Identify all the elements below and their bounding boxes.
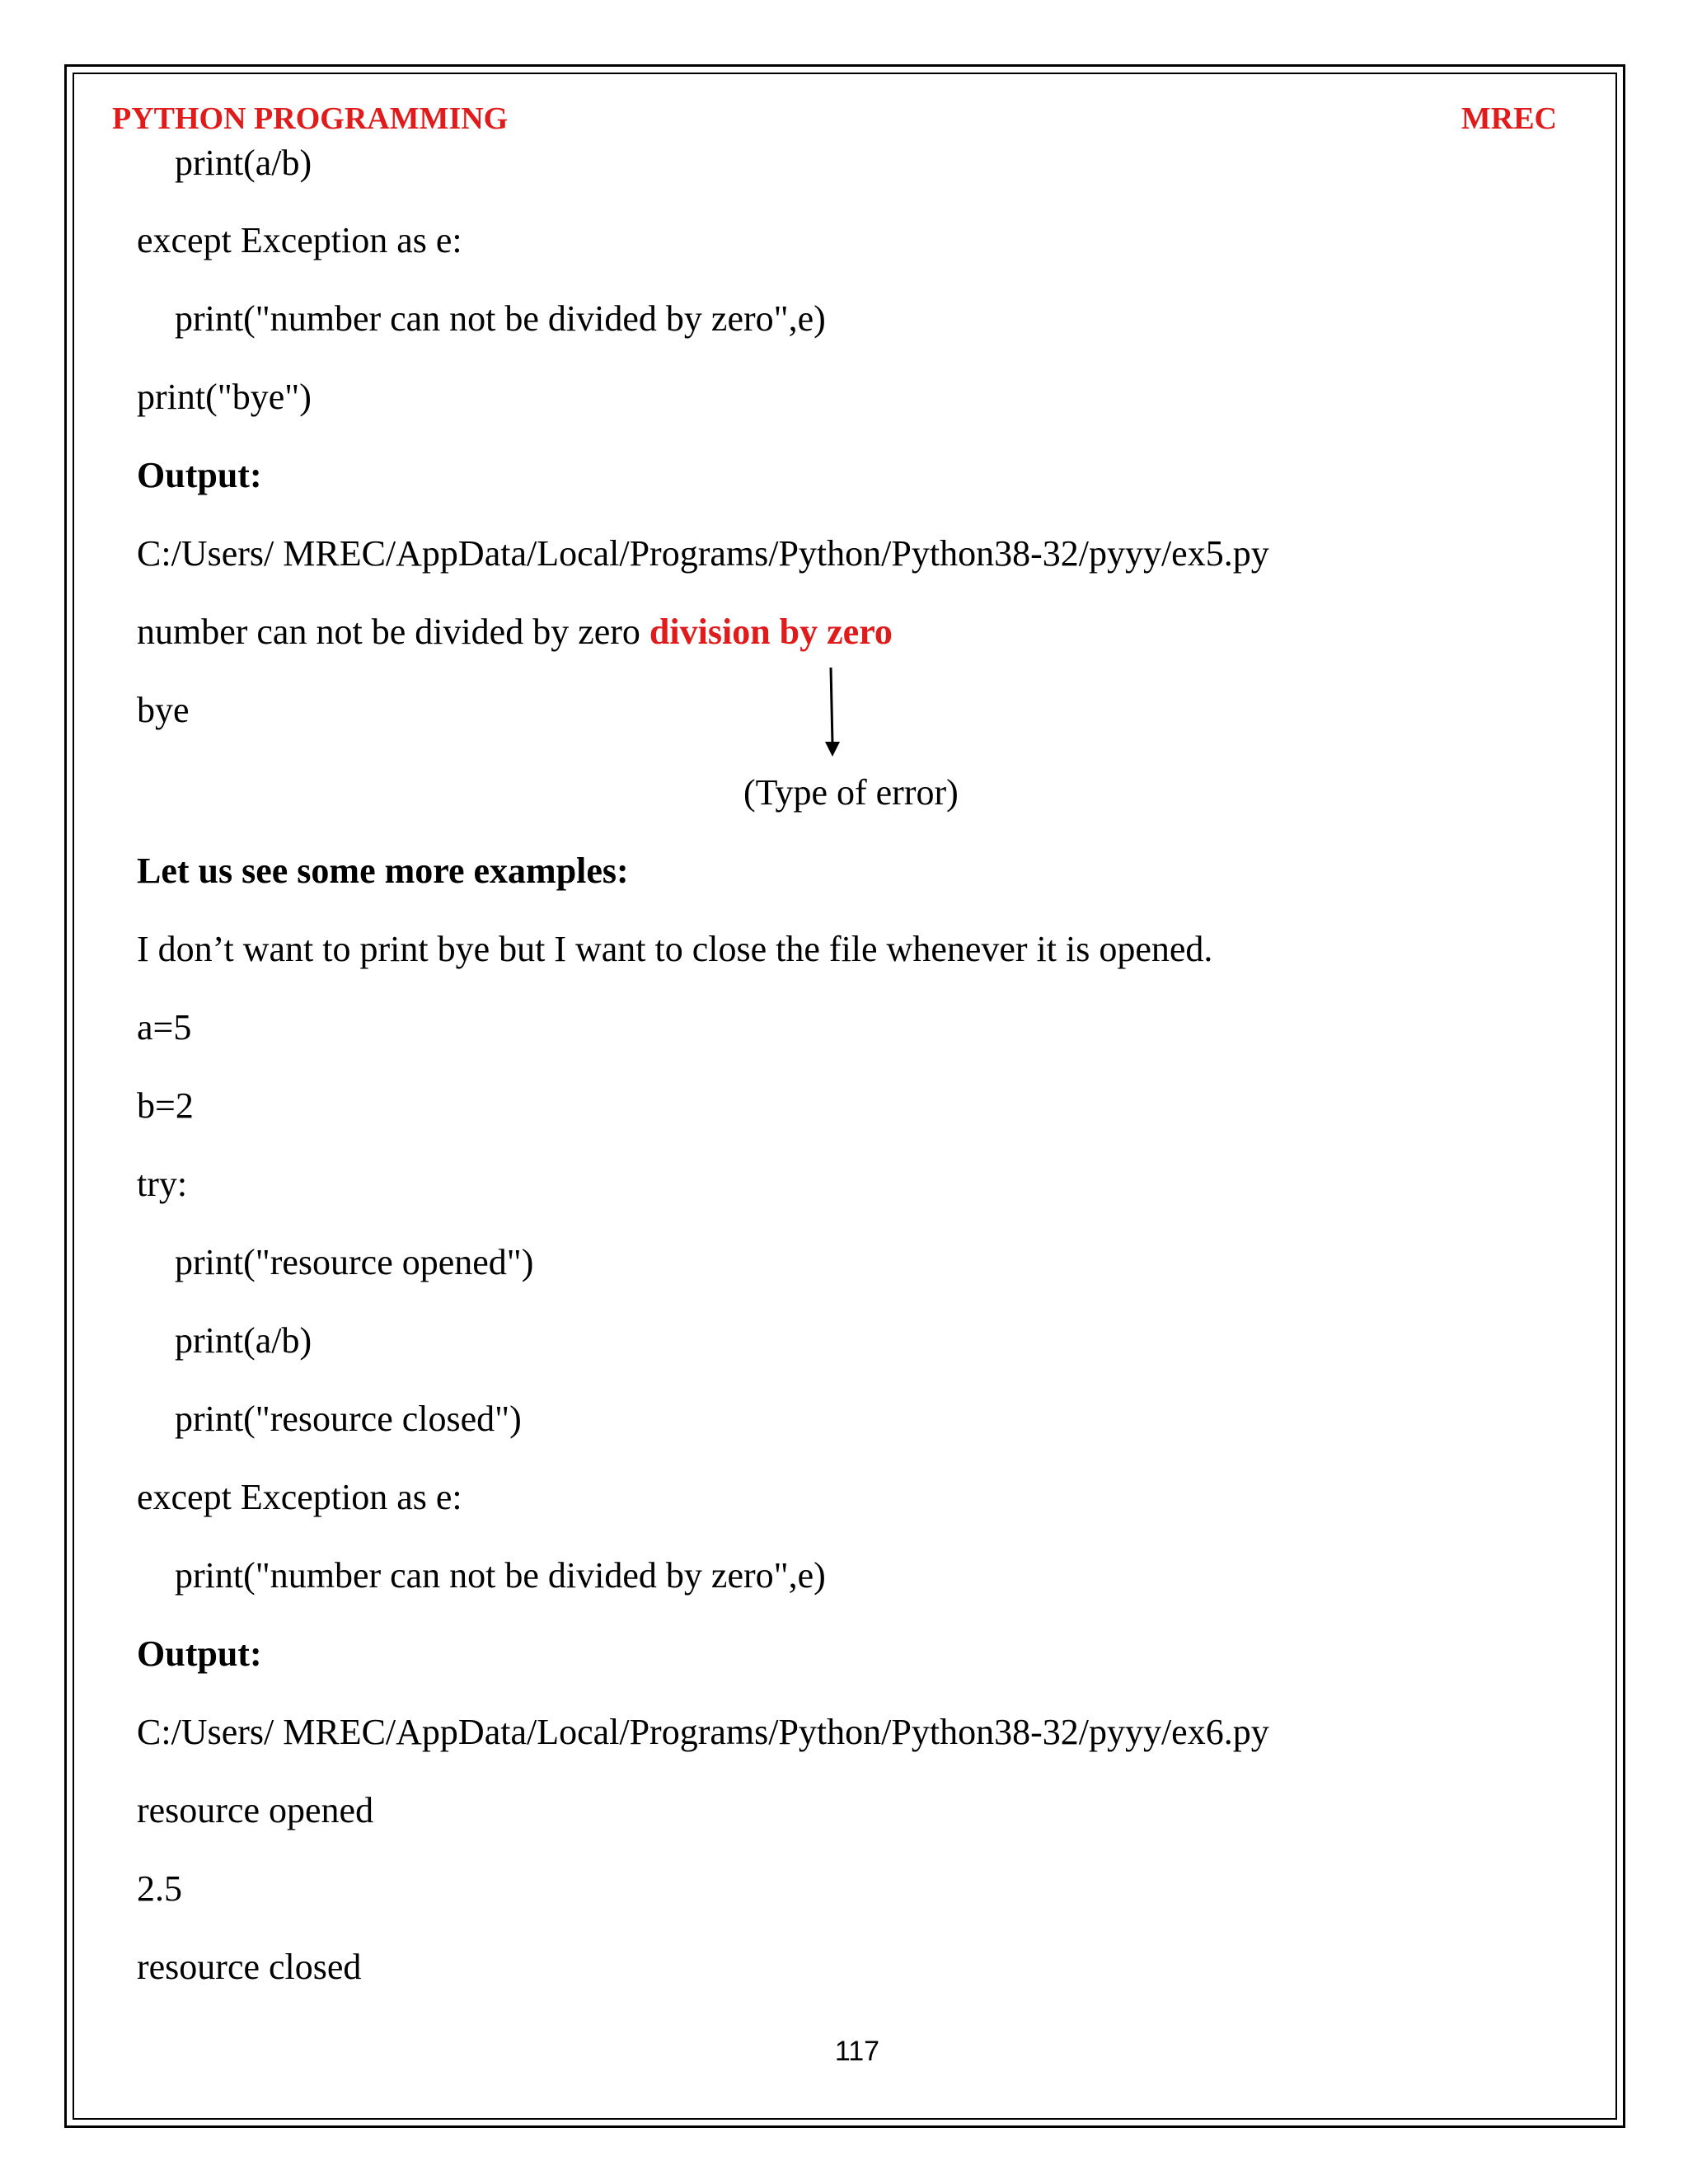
output-line: bye (137, 690, 190, 730)
output-line: 2.5 (137, 1868, 182, 1909)
code-line: except Exception as e: (137, 1477, 462, 1517)
output-line: resource opened (137, 1790, 374, 1830)
code-line: print("resource opened") (175, 1242, 534, 1282)
output-message-text: number can not be divided by zero (137, 612, 649, 652)
code-line: print("bye") (137, 377, 312, 417)
output-heading: Output: (137, 455, 262, 495)
page-number: 117 (834, 2036, 880, 2067)
code-line: print(a/b) (175, 1320, 312, 1361)
output-path: C:/Users/ MREC/AppData/Local/Programs/Python/Python38-32/pyyy/ex6.py (137, 1712, 1269, 1752)
output-heading: Output: (137, 1633, 262, 1674)
error-type-text: division by zero (649, 612, 893, 652)
output-line: resource closed (137, 1947, 362, 1987)
code-line: print(a/b) (175, 143, 312, 183)
output-message (137, 614, 893, 650)
code-line: print("number can not be divided by zero",e) (175, 298, 826, 339)
code-line: except Exception as e: (137, 220, 462, 260)
header-org: MREC (1461, 101, 1557, 136)
paragraph: I don’t want to print bye but I want to close the file whenever it is opened. (137, 929, 1213, 969)
output-path: C:/Users/ MREC/AppData/Local/Programs/Python/Python38-32/pyyy/ex5.py (137, 533, 1269, 574)
code-line: print("resource closed") (175, 1399, 522, 1439)
arrow-down-icon (816, 668, 849, 758)
code-line: print("number can not be divided by zero",e) (175, 1555, 826, 1596)
annotation-type-of-error: (Type of error) (743, 772, 959, 813)
section-heading: Let us see some more examples: (137, 851, 629, 891)
code-line: b=2 (137, 1085, 194, 1126)
code-line: try: (137, 1164, 188, 1204)
header-title: PYTHON PROGRAMMING (112, 101, 509, 136)
code-line: a=5 (137, 1007, 192, 1047)
